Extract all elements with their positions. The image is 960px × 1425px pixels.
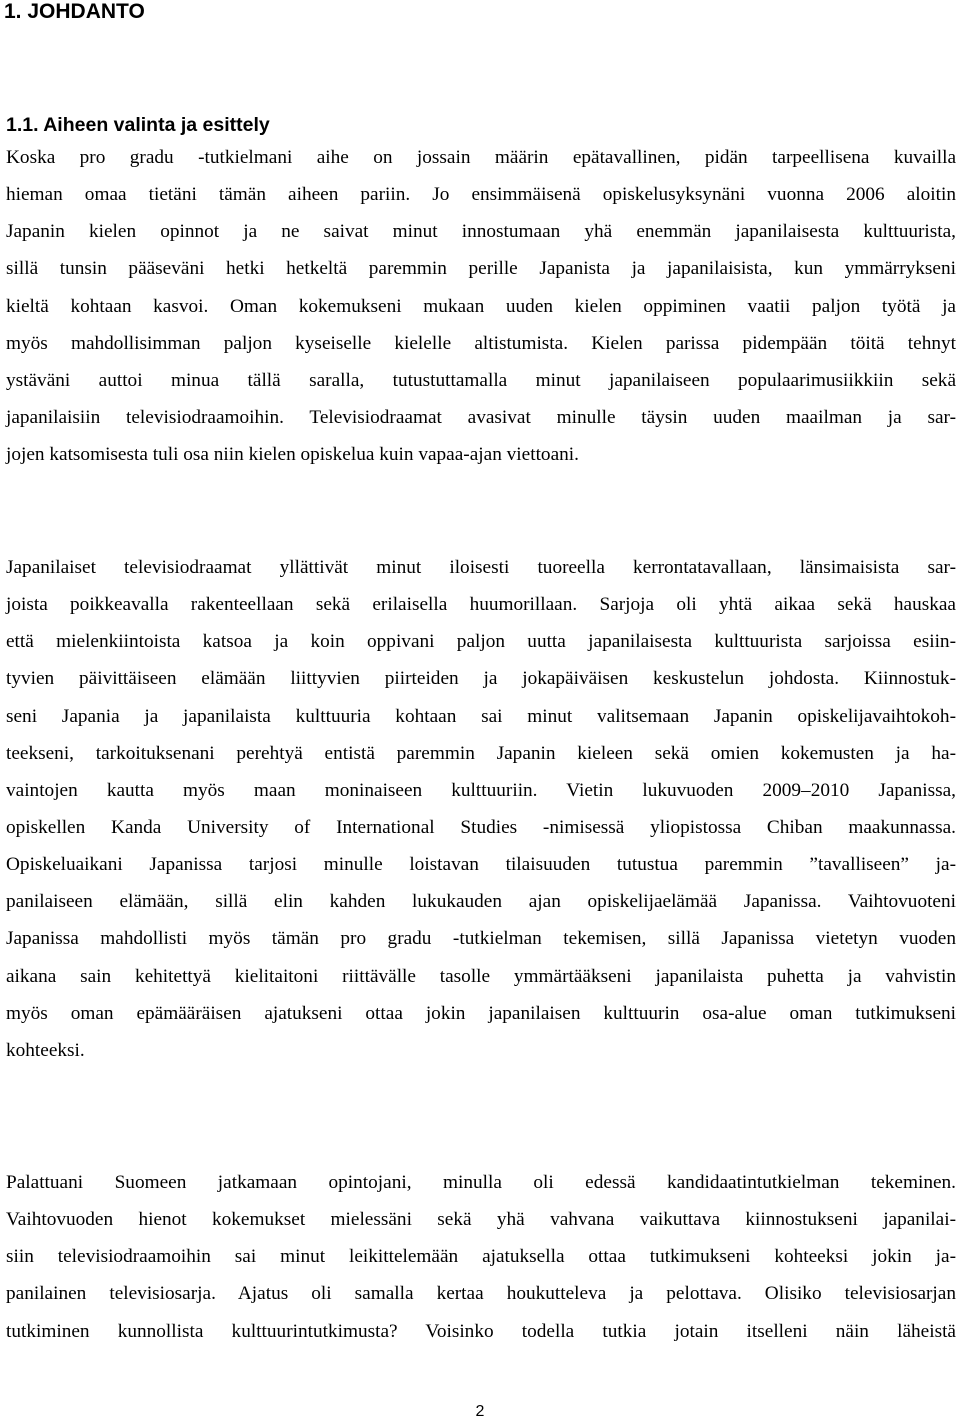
paragraph-line: että mielenkiintoista katsoa ja koin oppivani paljon uutta japanilaisesta kulttuurista sarjoissa esiin- bbox=[6, 631, 956, 653]
paragraph-line: kieltä kohtaan kasvoi. Oman kokemukseni mukaan uuden kielen oppiminen vaatii paljon työtä ja bbox=[6, 295, 956, 317]
paragraph-line: japanilaisiin televisiodraamoihin. Televisiodraamat avasivat minulle täysin uuden maailman ja sar- bbox=[6, 406, 956, 428]
paragraph-1 bbox=[6, 139, 956, 473]
paragraph-line: kohteeksi. bbox=[6, 1039, 85, 1061]
chapter-heading: 1. JOHDANTO bbox=[4, 0, 145, 23]
paragraph-2 bbox=[6, 549, 956, 1069]
paragraph-line: Vaihtovuoden hienot kokemukset mielessäni sekä yhä vahvana vaikuttava kiinnostukseni japanilai- bbox=[6, 1209, 956, 1231]
paragraph-line: aikana sain kehitettyä kielitaitoni riittävälle tasolle ymmärtääkseni japanilaista puhetta ja vahvistin bbox=[6, 965, 956, 987]
paragraph-line: tutkiminen kunnollista kulttuurintutkimusta? Voisinko todella tutkia jotain itselleni näin läheistä bbox=[6, 1320, 956, 1342]
paragraph-line: siin televisiodraamoihin sai minut leikittelemään ajatuksella ottaa tutkimukseni kohteeksi jokin ja- bbox=[6, 1246, 956, 1268]
paragraph-line: opiskellen Kanda University of International Studies -nimisessä yliopistossa Chiban maakunnassa. bbox=[6, 816, 956, 838]
paragraph-line: Japanin kielen opinnot ja ne saivat minut innostumaan yhä enemmän japanilaisesta kulttuurista, bbox=[6, 221, 956, 243]
paragraph-line: myös mahdollisimman paljon kyseiselle kielelle altistumista. Kielen parissa pidempään töitä tehnyt bbox=[6, 332, 956, 354]
section-heading: 1.1. Aiheen valinta ja esittely bbox=[6, 114, 270, 136]
paragraph-line: ystäväni auttoi minua tällä saralla, tutustuttamalla minut japanilaiseen populaarimusiikkiin sekä bbox=[6, 369, 956, 391]
paragraph-line: panilaiseen elämään, sillä elin kahden lukukauden ajan opiskelijaelämää Japanissa. Vaihtovuoteni bbox=[6, 891, 956, 913]
paragraph-line: Palattuani Suomeen jatkamaan opintojani, minulla oli edessä kandidaatintutkielman tekeminen. bbox=[6, 1172, 956, 1193]
paragraph-line: vaintojen kautta myös maan moninaiseen kulttuuriin. Vietin lukuvuoden 2009–2010 Japanissa, bbox=[6, 779, 956, 801]
paragraph-line: myös oman epämääräisen ajatukseni ottaa jokin japanilaisen kulttuurin osa-alue oman tutkimukseni bbox=[6, 1002, 956, 1024]
paragraph-line: hieman omaa tietäni tämän aiheen pariin. Jo ensimmäisenä opiskelusyksynäni vuonna 2006 aloitin bbox=[6, 184, 956, 206]
paragraph-line: panilainen televisiosarja. Ajatus oli samalla kertaa houkutteleva ja pelottava. Olisiko televisiosarjan bbox=[6, 1283, 956, 1305]
paragraph-line: seni Japania ja japanilaista kulttuuria kohtaan sai minut valitsemaan Japanin opiskelijavaihtokoh- bbox=[6, 705, 956, 727]
paragraph-line: Japanissa mahdollisti myös tämän pro gradu -tutkielman tekemisen, sillä Japanissa vietetyn vuoden bbox=[6, 928, 956, 950]
paragraph-line: joista poikkeavalla rakenteellaan sekä erilaisella huumorillaan. Sarjoja oli yhtä aikaa sekä hauskaa bbox=[6, 594, 956, 616]
paragraph-line: tyvien päivittäiseen elämään liittyvien piirteiden ja jokapäiväisen keskustelun johdosta. Kiinnostuk- bbox=[6, 668, 956, 690]
paragraph-line: Opiskeluaikani Japanissa tarjosi minulle loistavan tilaisuuden tutustua paremmin ”tavalliseen” ja- bbox=[6, 854, 956, 876]
page-number: 2 bbox=[475, 1403, 485, 1420]
paragraph-line: Japanilaiset televisiodraamat yllättivät minut iloisesti tuoreella kerrontatavallaan, länsimaisista sar- bbox=[6, 557, 956, 578]
paragraph-3 bbox=[6, 1164, 956, 1350]
paragraph-line: Koska pro gradu -tutkielmani aihe on jossain määrin epätavallinen, pidän tarpeellisena kuvailla bbox=[6, 147, 956, 168]
paragraph-line: jojen katsomisesta tuli osa niin kielen opiskelua kuin vapaa-ajan viettoani. bbox=[6, 444, 579, 466]
paragraph-line: sillä tunsin pääseväni hetki hetkeltä paremmin perille Japanista ja japanilaisista, kun ymmärrykseni bbox=[6, 258, 956, 280]
paragraph-line: teekseni, tarkoituksenani perehtyä entistä paremmin Japanin kieleen sekä omien kokemusten ja ha- bbox=[6, 742, 956, 764]
